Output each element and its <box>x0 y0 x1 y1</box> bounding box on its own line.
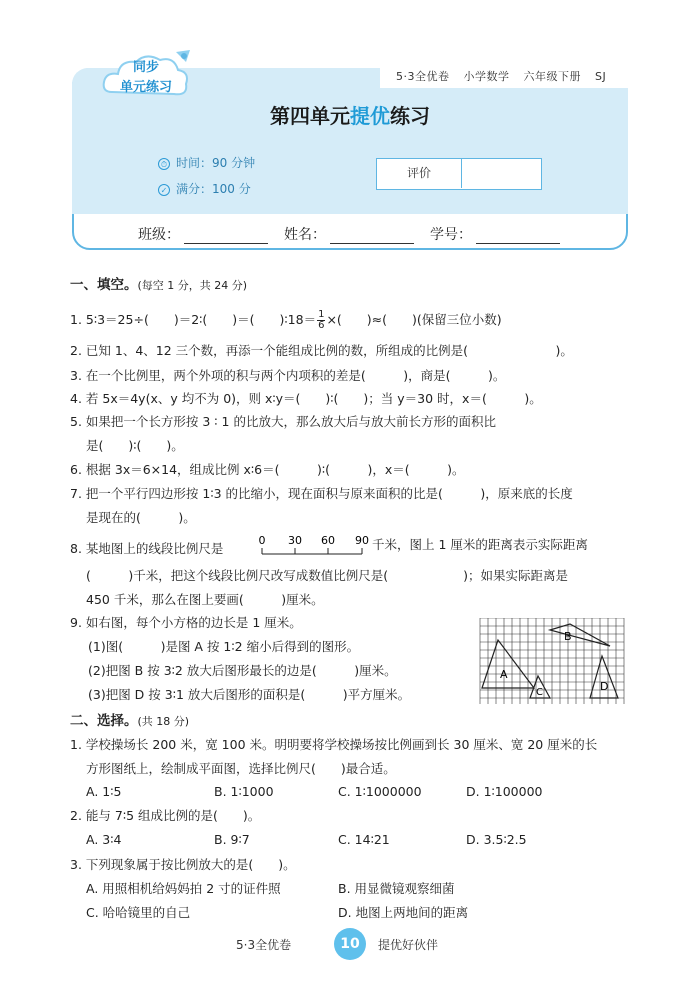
option-2-1-c[interactable]: C. 1∶1000000 <box>338 784 422 799</box>
q8-pre: 8. 某地图上的线段比例尺是 <box>70 541 224 556</box>
time-text: 时间：90 分钟 <box>176 156 256 170</box>
option-2-1-d[interactable]: D. 1∶100000 <box>466 784 543 799</box>
grid-figure <box>478 618 626 706</box>
title-highlight: 提优 <box>350 104 390 128</box>
series-info <box>396 68 616 84</box>
title-post: 练习 <box>390 104 430 128</box>
option-2-2-c[interactable]: C. 14∶21 <box>338 832 390 847</box>
name-blank[interactable] <box>330 229 414 244</box>
evaluation-label: 评价 <box>377 159 462 188</box>
page-title <box>72 100 628 129</box>
scale-tick-0: 0 <box>258 534 266 547</box>
series-edition: SJ <box>595 70 607 83</box>
page-number: 10 <box>334 928 366 960</box>
footer-right: 提优好伙伴 <box>378 938 439 952</box>
scale-tick-60: 60 <box>321 534 335 547</box>
shape-a <box>482 640 534 688</box>
shape-b <box>550 624 610 646</box>
id-field <box>430 224 560 244</box>
section2-heading <box>70 712 189 731</box>
badge-line2: 单元练习 <box>119 80 172 95</box>
question-1-5b: 是( )∶( )。 <box>86 438 184 453</box>
option-2-1-a[interactable]: A. 1∶5 <box>86 784 122 799</box>
question-2-1a: 1. 学校操场长 200 米，宽 100 米。明明要将学校操场按比例画到长 30 厘米、宽 20 厘米的长 <box>70 737 598 752</box>
section1-note: (每空 1 分，共 24 分) <box>137 279 248 292</box>
label-b: B <box>564 630 572 643</box>
name-label: 姓名： <box>284 227 326 243</box>
question-1-2: 2. 已知 1、4、12 三个数，再添一个能组成比例的数，所组成的比例是( )。 <box>70 343 573 358</box>
score-text: 满分：100 分 <box>176 182 251 196</box>
question-2-1b: 方形图纸上，绘制成平面图，选择比例尺( )最合适。 <box>86 761 396 776</box>
badge-line1: 同步 <box>132 60 159 75</box>
class-blank[interactable] <box>184 229 268 244</box>
option-2-3-a[interactable]: A. 用照相机给妈妈拍 2 寸的证件照 <box>86 881 281 896</box>
series-grade: 六年级下册 <box>523 70 581 83</box>
option-2-2-d[interactable]: D. 3.5∶2.5 <box>466 832 527 847</box>
question-1-5a: 5. 如果把一个长方形按 3 ∶ 1 的比放大，那么放大后与放大前长方形的面积比 <box>70 414 496 429</box>
id-label: 学号： <box>430 227 472 243</box>
q1-pre: 1. 5∶3＝25÷( )＝2∶( )＝( )∶18＝ <box>70 312 317 327</box>
question-1-9-1: (1)图( )是图 A 按 1∶2 缩小后得到的图形。 <box>88 639 360 654</box>
question-1-8c: 450 千米，那么在图上要画( )厘米。 <box>86 592 324 607</box>
footer-left: 5·3全优卷 <box>236 938 292 952</box>
label-d: D <box>600 680 609 693</box>
section2-title: 二、选择。 <box>70 713 138 729</box>
scale-tick-30: 30 <box>288 534 302 547</box>
question-1-8a-post <box>372 536 588 554</box>
question-1-1 <box>70 310 502 331</box>
check-icon: ✓ <box>158 184 170 196</box>
evaluation-box <box>376 158 542 190</box>
title-pre: 第四单元 <box>270 104 350 128</box>
question-1-4: 4. 若 5x＝4y(x、y 均不为 0)，则 x∶y＝( )∶( )；当 y＝30 时，x＝( )。 <box>70 391 542 406</box>
series-subject: 小学数学 <box>463 70 510 83</box>
class-field <box>138 224 268 244</box>
name-field <box>284 224 414 244</box>
badge-text <box>106 58 186 98</box>
label-c: C <box>536 687 543 698</box>
option-2-3-b[interactable]: B. 用显微镜观察细菌 <box>338 881 455 896</box>
scale-bar <box>254 532 372 562</box>
q1-fraction <box>317 310 325 331</box>
id-blank[interactable] <box>476 229 560 244</box>
q1-frac-num: 1 <box>318 309 325 320</box>
question-1-8b: ( )千米，把这个线段比例尺改写成数值比例尺是( )；如果实际距离是 <box>86 568 569 583</box>
question-2-3: 3. 下列现象属于按比例放大的是( )。 <box>70 857 296 872</box>
score-info <box>158 180 251 197</box>
section2-note: (共 18 分) <box>137 715 190 728</box>
question-1-3: 3. 在一个比例里，两个外项的积与两个内项积的差是( )，商是( )。 <box>70 368 506 383</box>
series-name: 5·3全优卷 <box>396 70 450 83</box>
scale-tick-90: 90 <box>355 534 369 547</box>
option-2-2-a[interactable]: A. 3∶4 <box>86 832 122 847</box>
question-2-2: 2. 能与 7∶5 组成比例的是( )。 <box>70 808 261 823</box>
q1-frac-den: 6 <box>318 320 325 331</box>
q1-post: ×( )≈( )(保留三位小数) <box>326 312 502 327</box>
question-1-7b: 是现在的( )。 <box>86 510 196 525</box>
option-2-2-b[interactable]: B. 9∶7 <box>214 832 250 847</box>
section1-heading <box>70 276 247 295</box>
label-a: A <box>500 668 508 681</box>
option-2-3-d[interactable]: D. 地图上两地间的距离 <box>338 905 469 920</box>
clock-icon: ⏱ <box>158 158 170 170</box>
option-2-1-b[interactable]: B. 1∶1000 <box>214 784 274 799</box>
q8-unit: 千米 <box>372 537 398 552</box>
question-1-9: 9. 如右图，每个小方格的边长是 1 厘米。 <box>70 615 302 630</box>
question-1-9-2: (2)把图 B 按 3∶2 放大后图形最长的边是( )厘米。 <box>88 663 397 678</box>
q8-post: ，图上 1 厘米的距离表示实际距离 <box>397 537 588 552</box>
option-2-3-c[interactable]: C. 哈哈镜里的自己 <box>86 905 191 920</box>
question-1-6: 6. 根据 3x＝6×14，组成比例 x∶6＝( )∶( )，x＝( )。 <box>70 462 465 477</box>
question-1-8a <box>70 540 223 558</box>
time-info <box>158 154 255 171</box>
class-label: 班级： <box>138 227 180 243</box>
question-1-9-3: (3)把图 D 按 3∶1 放大后图形的面积是( )平方厘米。 <box>88 687 411 702</box>
section1-title: 一、填空。 <box>70 277 138 293</box>
question-1-7a: 7. 把一个平行四边形按 1∶3 的比缩小，现在面积与原来面积的比是( )，原来底的长度 <box>70 486 573 501</box>
